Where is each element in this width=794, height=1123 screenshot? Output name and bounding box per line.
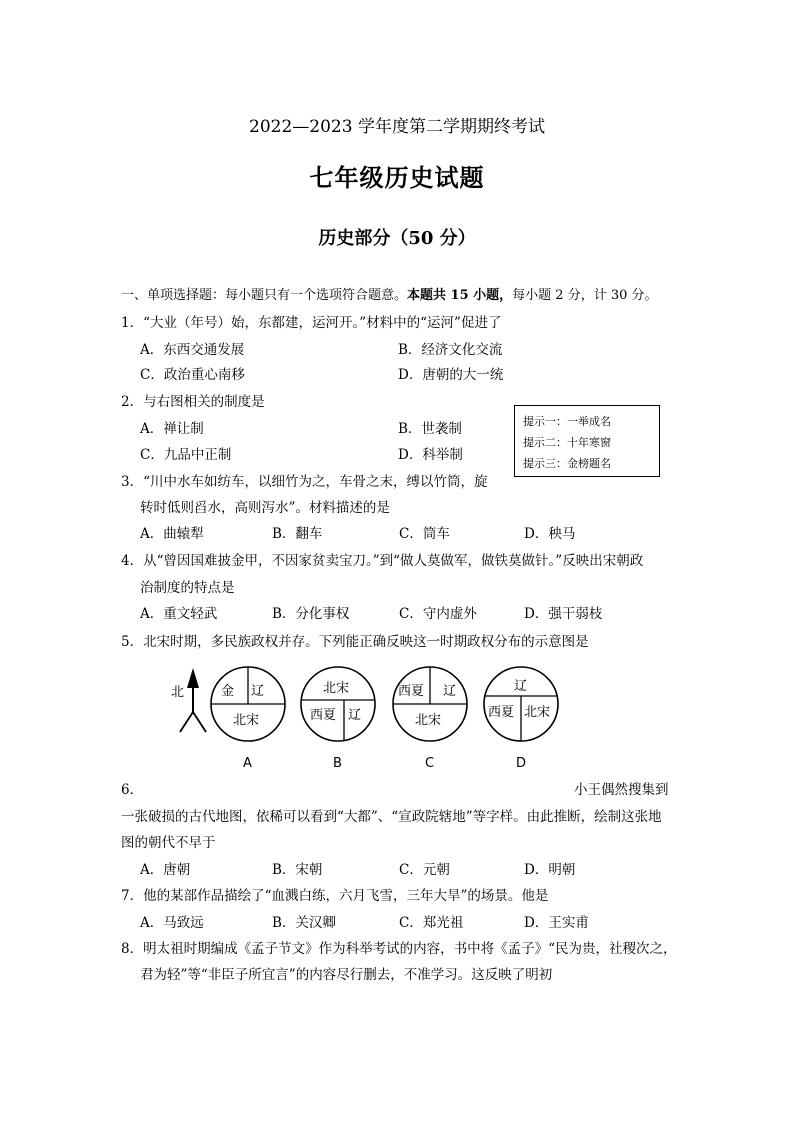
q2-option-d: D．科举制 <box>398 447 463 463</box>
q1-option-b: B．经济文化交流 <box>398 342 503 358</box>
diagram-a-bottom: 北宋 <box>233 713 260 728</box>
part-title: 历史部分（50 分） <box>318 228 476 249</box>
q4-option-d: D．强干弱枝 <box>524 606 603 622</box>
diagram-c-letter: C <box>425 756 435 771</box>
q3-option-a: A．曲辕犁 <box>140 526 204 542</box>
diagram-b-bottom-right: 辽 <box>348 708 362 723</box>
q2-hint-2: 提示二：十年寒窗 <box>523 436 611 449</box>
diagram-c-top-right: 辽 <box>443 684 457 699</box>
diagram-c <box>393 667 467 741</box>
diagram-b-bottom-left: 西夏 <box>310 708 337 723</box>
diagram-d-letter: D <box>516 756 527 771</box>
q3-stem-line1: 3．“川中水车如纺车，以细竹为之，车骨之末，缚以竹筒，旋 <box>121 474 488 490</box>
diagram-b <box>301 667 375 741</box>
diagram-d <box>484 667 558 741</box>
exam-title: 2022—2023 学年度第二学期期终考试 <box>249 117 545 137</box>
q1-option-d: D．唐朝的大一统 <box>398 367 504 383</box>
q1-option-a: A．东西交通发展 <box>140 342 245 358</box>
q4-stem-line1: 4．从“曾因国难披金甲，不因家贫卖宝刀。”到“做人莫做军，做铁莫做针。”反映出宋朝政 <box>121 553 644 569</box>
q1-option-c: C．政治重心南移 <box>140 367 245 383</box>
q4-stem-line2: 治制度的特点是 <box>140 580 235 596</box>
q2-option-b: B．世袭制 <box>398 421 462 437</box>
diagram-b-letter: B <box>333 756 342 771</box>
diagram-d-bottom-left: 西夏 <box>488 705 515 720</box>
section-heading-suffix: 每小题 2 分，计 30 分。 <box>512 288 658 303</box>
q6-stem-line1: 小王偶然搜集到 <box>574 782 669 798</box>
section-heading-prefix: 一、单项选择题：每小题只有一个选项符合题意。 <box>121 288 408 303</box>
q1-stem: 1．“大业（年号）始，东都建，运河开。”材料中的“运河”促进了 <box>121 315 502 331</box>
q6-number: 6． <box>121 782 144 798</box>
q3-option-b: B．翻车 <box>272 526 323 542</box>
q5-diagrams <box>160 660 580 770</box>
north-arrow-icon <box>171 668 206 732</box>
diagram-d-top: 辽 <box>514 679 528 694</box>
diagram-a-top-right: 辽 <box>251 684 265 699</box>
diagram-c-top-left: 西夏 <box>398 684 425 699</box>
q6-option-d: D．明朝 <box>524 862 576 878</box>
q2-hint-3: 提示三：金榜题名 <box>523 457 611 470</box>
q2-hint-box <box>514 405 660 477</box>
q5-stem: 5．北宋时期，多民族政权并存。下列能正确反映这一时期政权分布的示意图是 <box>121 634 589 650</box>
q3-stem-line2: 转时低则舀水，高则泻水”。材料描述的是 <box>140 500 390 516</box>
section-heading <box>121 287 658 305</box>
q4-option-b: B．分化事权 <box>272 606 350 622</box>
q7-stem: 7．他的某部作品描绘了“血溅白练，六月飞雪，三年大旱”的场景。他是 <box>121 888 549 904</box>
north-label: 北 <box>171 685 185 700</box>
q7-option-d: D．王实甫 <box>524 915 589 931</box>
q7-option-b: B．关汉卿 <box>272 915 336 931</box>
q6-stem-line3: 图的朝代不早于 <box>121 835 216 851</box>
section-heading-count: 本题共 15 小题， <box>407 288 513 303</box>
q6-option-a: A．唐朝 <box>140 862 191 878</box>
q2-option-c: C．九品中正制 <box>140 447 232 463</box>
q6-option-b: B．宋朝 <box>272 862 323 878</box>
diagram-d-bottom-right: 北宋 <box>524 705 551 720</box>
q4-option-c: C．守内虚外 <box>399 606 477 622</box>
q7-option-c: C．郑光祖 <box>399 915 464 931</box>
diagram-a <box>211 667 285 741</box>
diagram-c-bottom: 北宋 <box>415 713 442 728</box>
subject-title: 七年级历史试题 <box>309 163 485 192</box>
q2-stem: 2．与右图相关的制度是 <box>121 394 265 410</box>
q3-option-d: D．秧马 <box>524 526 576 542</box>
q4-option-a: A．重文轻武 <box>140 606 218 622</box>
q6-option-c: C．元朝 <box>399 862 450 878</box>
q2-option-a: A．禅让制 <box>140 421 204 437</box>
diagram-a-top-left: 金 <box>221 684 235 699</box>
diagram-b-top: 北宋 <box>323 681 350 696</box>
q3-option-c: C．筒车 <box>399 526 450 542</box>
diagram-a-letter: A <box>243 756 252 771</box>
q8-stem-line1: 8．明太祖时期编成《孟子节文》作为科举考试的内容，书中将《孟子》“民为贵，社稷次之， <box>121 941 677 957</box>
q8-stem-line2: 君为轻”等“非臣子所宜言”的内容尽行删去，不准学习。这反映了明初 <box>140 967 553 983</box>
q7-option-a: A．马致远 <box>140 915 204 931</box>
q6-stem-line2: 一张破损的古代地图，依稀可以看到“大都”、“宣政院辖地”等字样。由此推断，绘制这张地 <box>121 809 662 825</box>
q2-hint-1: 提示一：一举成名 <box>523 415 611 428</box>
